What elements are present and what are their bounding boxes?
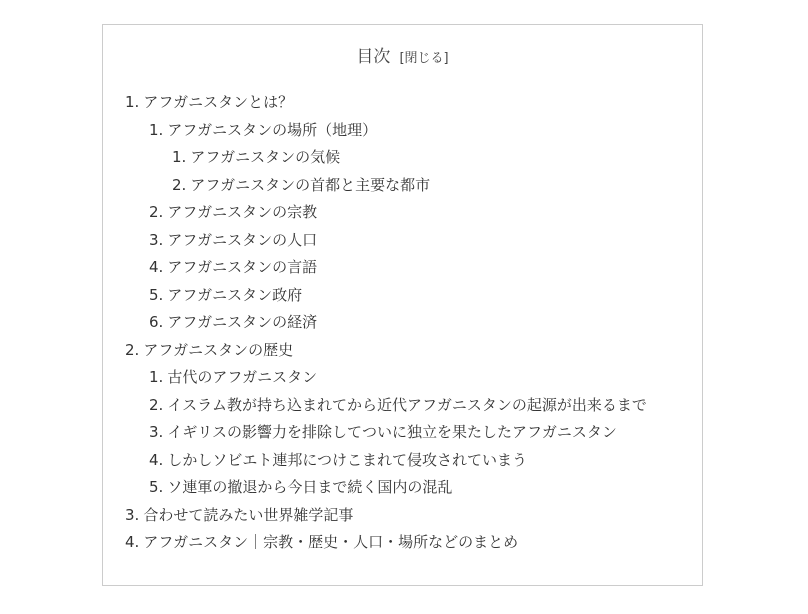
- toc-item[interactable]: [103, 364, 702, 392]
- toc-item-link[interactable]: アフガニスタンの宗教: [167, 203, 318, 221]
- toc-item[interactable]: [103, 117, 702, 145]
- toc-item[interactable]: [103, 254, 702, 282]
- toc-item-number: 2.: [125, 340, 140, 359]
- toc-item-link[interactable]: ソ連軍の撤退から今日まで続く国内の混乱: [167, 478, 453, 496]
- toc-item-link[interactable]: アフガニスタンの人口: [167, 230, 318, 249]
- toc-item-link[interactable]: アフガニスタンの経済: [167, 313, 318, 331]
- toc-header: [103, 45, 702, 71]
- toc-item-number: 5.: [149, 285, 164, 304]
- toc-item[interactable]: [103, 89, 702, 117]
- toc-item-number: 1.: [149, 368, 164, 386]
- toc-item[interactable]: [103, 172, 702, 200]
- toc-item[interactable]: [103, 392, 702, 420]
- toc-item-number: 1.: [149, 120, 164, 139]
- toc-item-link[interactable]: アフガニスタンの首都と主要な都市: [190, 175, 431, 194]
- toc-item[interactable]: [103, 144, 702, 172]
- toc-list: [103, 89, 702, 557]
- toc-item-link[interactable]: アフガニスタンの気候: [190, 148, 341, 166]
- toc-item-link[interactable]: アフガニスタン｜宗教・歴史・人口・場所などのまとめ: [143, 533, 519, 551]
- toc-item[interactable]: [103, 502, 702, 530]
- toc-item-link[interactable]: 古代のアフガニスタン: [167, 368, 318, 386]
- toc-item-link[interactable]: アフガニスタンの歴史: [143, 340, 294, 359]
- toc-item-link[interactable]: 合わせて読みたい世界雑学記事: [143, 505, 354, 524]
- toc-item[interactable]: [103, 227, 702, 255]
- toc-item-number: 2.: [149, 395, 164, 414]
- toc-item-number: 4.: [125, 533, 140, 551]
- toc-item-number: 6.: [149, 313, 164, 331]
- toc-item-link[interactable]: イギリスの影響力を排除してついに独立を果たしたアフガニスタン: [167, 423, 617, 441]
- toc-item-number: 4.: [149, 450, 164, 469]
- toc-item-number: 3.: [125, 505, 140, 524]
- toc-item-link[interactable]: アフガニスタンの場所（地理）: [167, 120, 378, 139]
- toc-item-number: 2.: [149, 203, 164, 221]
- toc-item[interactable]: [103, 282, 702, 310]
- table-of-contents: [102, 24, 703, 586]
- toc-item-link[interactable]: しかしソビエト連邦につけこまれて侵攻されていまう: [167, 450, 528, 469]
- toc-item[interactable]: [103, 474, 702, 502]
- toc-item[interactable]: [103, 447, 702, 475]
- toc-title: 目次: [356, 47, 391, 67]
- toc-item-number: 3.: [149, 423, 164, 441]
- toc-item-number: 5.: [149, 478, 164, 496]
- toc-item[interactable]: [103, 309, 702, 337]
- toc-item-link[interactable]: アフガニスタンとは？: [143, 93, 294, 111]
- toc-item-number: 4.: [149, 258, 164, 276]
- toc-item-link[interactable]: イスラム教が持ち込まれてから近代アフガニスタンの起源が出来るまで: [167, 395, 647, 414]
- toc-item[interactable]: [103, 529, 702, 557]
- toc-item-link[interactable]: アフガニスタンの言語: [167, 258, 318, 276]
- toc-item-number: 2.: [172, 175, 187, 194]
- toc-item-link[interactable]: アフガニスタン政府: [167, 285, 303, 304]
- toc-item-number: 1.: [172, 148, 187, 166]
- toc-item[interactable]: [103, 419, 702, 447]
- toc-item-number: 3.: [149, 230, 164, 249]
- toc-toggle-button[interactable]: [閉じる]: [399, 51, 449, 66]
- toc-item[interactable]: [103, 199, 702, 227]
- toc-item-number: 1.: [125, 93, 140, 111]
- toc-item[interactable]: [103, 337, 702, 365]
